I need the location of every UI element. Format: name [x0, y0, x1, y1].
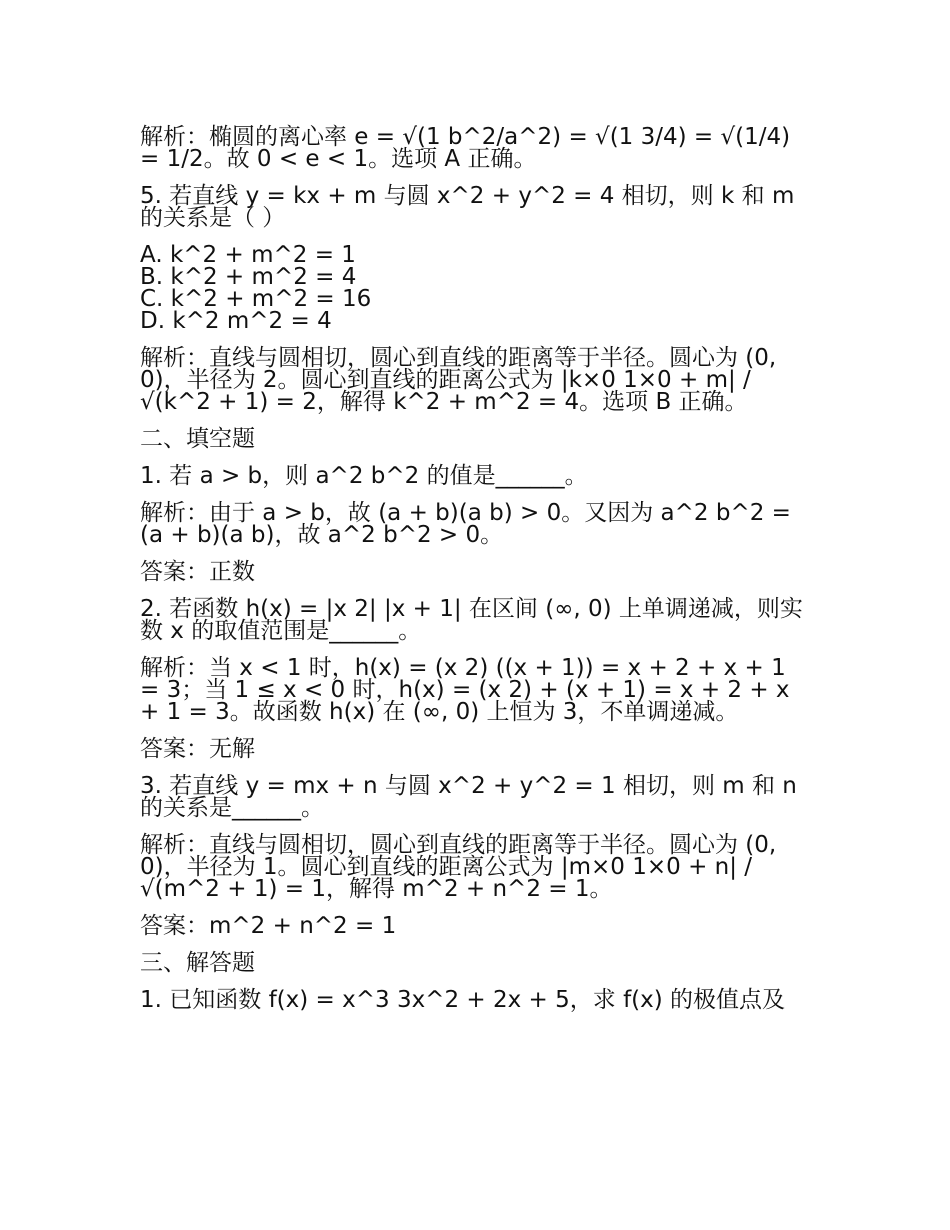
answer-line: 答案：正数	[140, 559, 255, 585]
analysis-paragraph: 解析：当 x < 1 时，h(x) = (x 2) ((x + 1)) = x + 2 + x + 1 = 3；当 1 ≤ x < 0 时，h(x) = (x 2) + (x + 1) = x + 2 + x + 1 = 3。故函数 h(x) 在 (∞, 0) 上恒为 3，不单调递减。	[140, 655, 790, 725]
analysis-paragraph: 解析：直线与圆相切，圆心到直线的距离等于半径。圆心为 (0, 0)，半径为 1。圆心到直线的距离公式为 |m×0 1×0 + n| / √(m^2 + 1) = 1，解得 m^2 + n^2 = 1。	[140, 832, 777, 902]
option-b: B. k^2 + m^2 = 4	[140, 264, 357, 290]
answer-line: 答案：无解	[140, 736, 255, 762]
solve-question-1: 1. 已知函数 f(x) = x^3 3x^2 + 2x + 5，求 f(x) 的极值点及	[140, 987, 786, 1013]
option-d: D. k^2 m^2 = 4	[140, 308, 332, 334]
fill-question-2: 2. 若函数 h(x) = |x 2| |x + 1| 在区间 (∞, 0) 上单调递减，则实数 x 的取值范围是______。	[140, 596, 803, 644]
option-c: C. k^2 + m^2 = 16	[140, 286, 372, 312]
analysis-paragraph: 解析：由于 a > b，故 (a + b)(a b) > 0。又因为 a^2 b^2 = (a + b)(a b)，故 a^2 b^2 > 0。	[140, 500, 791, 548]
analysis-paragraph: 解析：椭圆的离心率 e = √(1 b^2/a^2) = √(1 3/4) = √(1/4) = 1/2。故 0 < e < 1。选项 A 正确。	[140, 124, 791, 172]
option-a: A. k^2 + m^2 = 1	[140, 242, 356, 268]
answer-line: 答案：m^2 + n^2 = 1	[140, 913, 397, 939]
section-heading-fill-in: 二、填空题	[140, 426, 255, 452]
document-page	[140, 126, 812, 1026]
analysis-paragraph: 解析：直线与圆相切，圆心到直线的距离等于半径。圆心为 (0, 0)，半径为 2。圆心到直线的距离公式为 |k×0 1×0 + m| / √(k^2 + 1) = 2，解得 k^2 + m^2 = 4。选项 B 正确。	[140, 345, 777, 415]
question-5: 5. 若直线 y = kx + m 与圆 x^2 + y^2 = 4 相切，则 k 和 m 的关系是（ ）	[140, 183, 795, 231]
question-5-options	[140, 244, 812, 332]
fill-question-3: 3. 若直线 y = mx + n 与圆 x^2 + y^2 = 1 相切，则 m 和 n 的关系是______。	[140, 773, 797, 821]
section-heading-solve: 三、解答题	[140, 950, 255, 976]
fill-question-1: 1. 若 a > b，则 a^2 b^2 的值是______。	[140, 463, 588, 489]
